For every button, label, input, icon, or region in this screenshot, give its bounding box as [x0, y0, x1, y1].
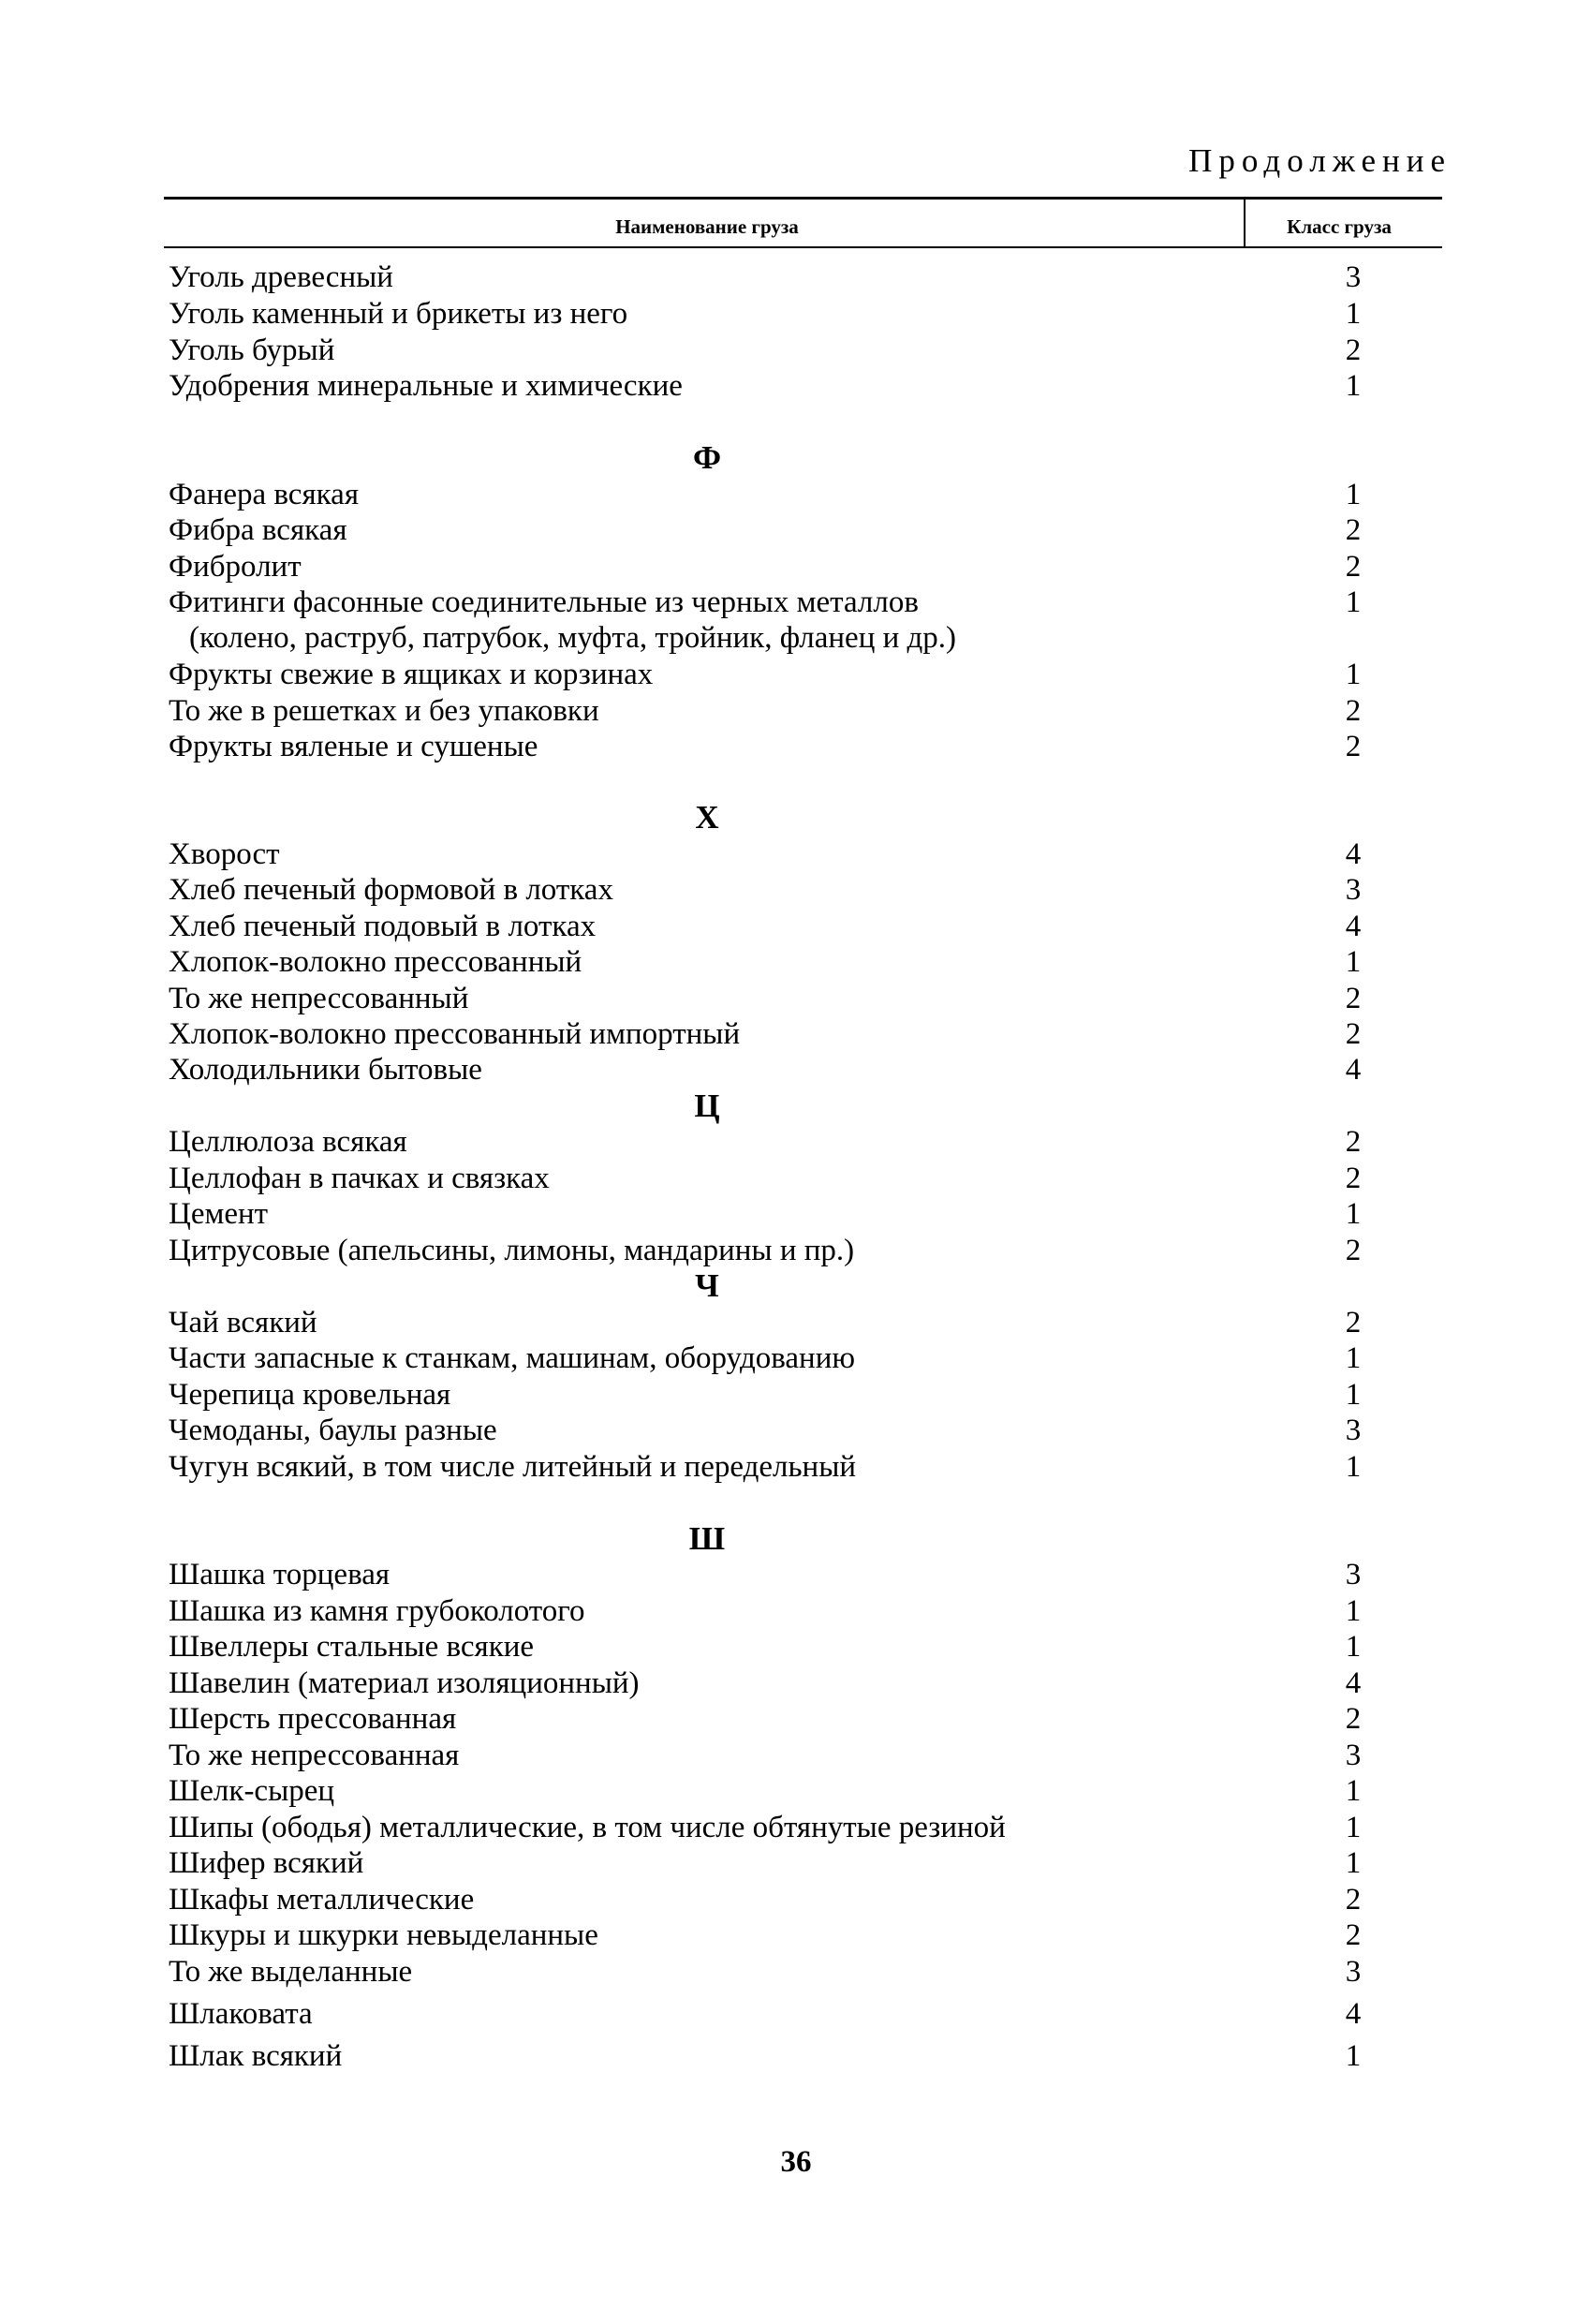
- cargo-name: То же непрессованный: [169, 982, 469, 1015]
- table-row: [169, 368, 1362, 404]
- cargo-name: Шкафы металлические: [169, 1883, 475, 1917]
- cargo-name: Чугун всякий, в том числе литейный и передельный: [169, 1450, 857, 1484]
- cargo-name: Шерсть прессованная: [169, 1702, 457, 1736]
- cargo-class: 4: [1345, 910, 1362, 943]
- cargo-class: 2: [1345, 1017, 1362, 1051]
- table-row: [169, 1377, 1362, 1413]
- header-cargo-name: Наименование груза: [615, 215, 799, 238]
- cargo-name: Чемоданы, баулы разные: [169, 1414, 497, 1447]
- cargo-name: Целлофан в пачках и связках: [169, 1162, 550, 1195]
- table-row: [169, 477, 1362, 512]
- cargo-name: Фибролит: [169, 550, 302, 584]
- table-row: [169, 944, 1362, 980]
- cargo-name: Шкуры и шкурки невыделанные: [169, 1918, 598, 1952]
- cargo-name: Хлеб печеный подовый в лотках: [169, 910, 597, 943]
- cargo-name: Уголь бурый: [169, 333, 335, 367]
- table-row: [169, 1305, 1362, 1340]
- cargo-name: Уголь древесный: [169, 260, 393, 294]
- cargo-class: 2: [1345, 1306, 1362, 1340]
- table-row: [169, 1845, 1362, 1881]
- cargo-class: 1: [1345, 478, 1362, 511]
- table-row: [169, 1773, 1362, 1809]
- cargo-name: Холодильники бытовые: [169, 1053, 482, 1087]
- table-row: [169, 1810, 1362, 1845]
- cargo-class: 1: [1345, 1774, 1362, 1808]
- cargo-name: Черепица кровельная: [169, 1378, 451, 1412]
- cargo-class: 2: [1345, 982, 1362, 1015]
- cargo-name: Хлопок-волокно прессованный: [169, 945, 582, 979]
- section-letter: Ч: [695, 1267, 719, 1304]
- cargo-name: Фибра всякая: [169, 513, 347, 547]
- table-row: [169, 549, 1362, 585]
- table-row: [169, 1233, 1362, 1268]
- table-row: [169, 2038, 1362, 2074]
- cargo-class: 1: [1345, 1341, 1362, 1375]
- cargo-class: 3: [1345, 1558, 1362, 1591]
- table-row: [169, 836, 1362, 872]
- cargo-class: 1: [1345, 1197, 1362, 1231]
- cargo-class: 1: [1345, 1450, 1362, 1484]
- table-row: [169, 1954, 1362, 1990]
- table-row: [169, 1161, 1362, 1196]
- cargo-class: 3: [1345, 1739, 1362, 1772]
- cargo-class: 3: [1345, 873, 1362, 907]
- table-row: [169, 1593, 1362, 1629]
- cargo-class: 1: [1345, 1630, 1362, 1664]
- header-bottom-rule: [164, 246, 1442, 248]
- cargo-name: Фрукты вяленые и сушеные: [169, 730, 538, 763]
- cargo-name: Удобрения минеральные и химические: [169, 369, 683, 403]
- cargo-name: Шашка из камня грубоколотого: [169, 1594, 585, 1628]
- cargo-name: Чай всякий: [169, 1306, 317, 1340]
- cargo-class: 1: [1345, 658, 1362, 691]
- cargo-class: 2: [1345, 1883, 1362, 1917]
- table-row: [169, 333, 1362, 368]
- header-top-rule: [164, 197, 1442, 200]
- cargo-name: Шавелин (материал изоляционный): [169, 1666, 640, 1700]
- cargo-name: Швеллеры стальные всякие: [169, 1630, 535, 1664]
- cargo-class: 3: [1345, 1955, 1362, 1989]
- cargo-class: 2: [1345, 1702, 1362, 1736]
- cargo-class: 1: [1345, 1811, 1362, 1844]
- cargo-class: 4: [1345, 1997, 1362, 2031]
- table-row: [169, 872, 1362, 908]
- table-row: [169, 729, 1362, 764]
- table-row: [169, 1701, 1362, 1737]
- table-row: [169, 909, 1362, 944]
- table-row: [169, 512, 1362, 548]
- table-row: [169, 1738, 1362, 1773]
- table-row: [169, 1124, 1362, 1160]
- continuation-label: Продолжение: [1188, 142, 1452, 179]
- table-row: [169, 693, 1362, 729]
- cargo-class: 2: [1345, 1162, 1362, 1195]
- table-row: [169, 657, 1362, 692]
- cargo-class: 1: [1345, 2039, 1362, 2073]
- cargo-name: Шлак всякий: [169, 2039, 343, 2073]
- table-row: [169, 585, 1362, 620]
- cargo-name: Хворост: [169, 837, 280, 871]
- cargo-class: 3: [1345, 1414, 1362, 1447]
- cargo-class: 2: [1345, 513, 1362, 547]
- cargo-class: 2: [1345, 333, 1362, 367]
- cargo-name: Целлюлоза всякая: [169, 1125, 407, 1159]
- cargo-class: 2: [1345, 730, 1362, 763]
- cargo-class: 2: [1345, 1918, 1362, 1952]
- cargo-name: Хлеб печеный формовой в лотках: [169, 873, 613, 907]
- cargo-name: (колено, раструб, патрубок, муфта, тройник, фланец и др.): [189, 621, 957, 655]
- page-number: 36: [780, 2145, 812, 2179]
- table-row: [169, 1052, 1362, 1088]
- cargo-name: Фитинги фасонные соединительные из черных металлов: [169, 585, 919, 619]
- cargo-name: Шипы (ободья) металлические, в том числе обтянутые резиной: [169, 1811, 1006, 1844]
- section-letter: Х: [695, 799, 719, 836]
- cargo-class: 2: [1345, 550, 1362, 584]
- cargo-name: Шифер всякий: [169, 1846, 364, 1880]
- cargo-name: Шашка торцевая: [169, 1558, 391, 1591]
- cargo-name: Цемент: [169, 1197, 269, 1231]
- cargo-name: То же в решетках и без упаковки: [169, 694, 599, 728]
- cargo-name: Фрукты свежие в ящиках и корзинах: [169, 658, 654, 691]
- cargo-class: 1: [1345, 1846, 1362, 1880]
- table-row: [169, 1340, 1362, 1376]
- cargo-name: Шелк-сырец: [169, 1774, 335, 1808]
- table-row: [169, 1449, 1362, 1485]
- cargo-name: То же непрессованная: [169, 1739, 460, 1772]
- table-row: [169, 620, 1358, 656]
- table-row: [169, 1882, 1362, 1917]
- cargo-class: 1: [1345, 369, 1362, 403]
- cargo-class: 1: [1345, 1378, 1362, 1412]
- cargo-class: 3: [1345, 260, 1362, 294]
- table-row: [169, 1413, 1362, 1448]
- cargo-class: 2: [1345, 1234, 1362, 1267]
- section-letter: Ш: [688, 1520, 726, 1557]
- cargo-name: Цитрусовые (апельсины, лимоны, мандарины и пр.): [169, 1234, 855, 1267]
- cargo-class: 2: [1345, 694, 1362, 728]
- section-letter: Ц: [694, 1088, 720, 1124]
- table-row: [169, 981, 1362, 1016]
- cargo-name: Уголь каменный и брикеты из него: [169, 297, 628, 331]
- table-row: [169, 1016, 1362, 1052]
- cargo-class: 4: [1345, 1053, 1362, 1087]
- cargo-name: Шлаковата: [169, 1997, 313, 2031]
- table-row: [169, 259, 1362, 295]
- cargo-class: 4: [1345, 1666, 1362, 1700]
- table-row: [169, 1917, 1362, 1953]
- cargo-name: Хлопок-волокно прессованный импортный: [169, 1017, 741, 1051]
- table-row: [169, 1196, 1362, 1232]
- table-row: [169, 1996, 1362, 2032]
- cargo-name: То же выделанные: [169, 1955, 413, 1989]
- cargo-class: 1: [1345, 945, 1362, 979]
- cargo-class: 1: [1345, 585, 1362, 619]
- cargo-name: Фанера всякая: [169, 478, 359, 511]
- table-row: [169, 1557, 1362, 1592]
- cargo-class: 1: [1345, 1594, 1362, 1628]
- cargo-class: 1: [1345, 297, 1362, 331]
- header-cargo-class: Класс груза: [1287, 215, 1392, 238]
- table-row: [169, 296, 1362, 332]
- table-row: [169, 1629, 1362, 1665]
- table-row: [169, 1665, 1362, 1701]
- cargo-class: 2: [1345, 1125, 1362, 1159]
- section-letter: Ф: [692, 439, 722, 476]
- cargo-name: Части запасные к станкам, машинам, оборудованию: [169, 1341, 856, 1375]
- cargo-class: 4: [1345, 837, 1362, 871]
